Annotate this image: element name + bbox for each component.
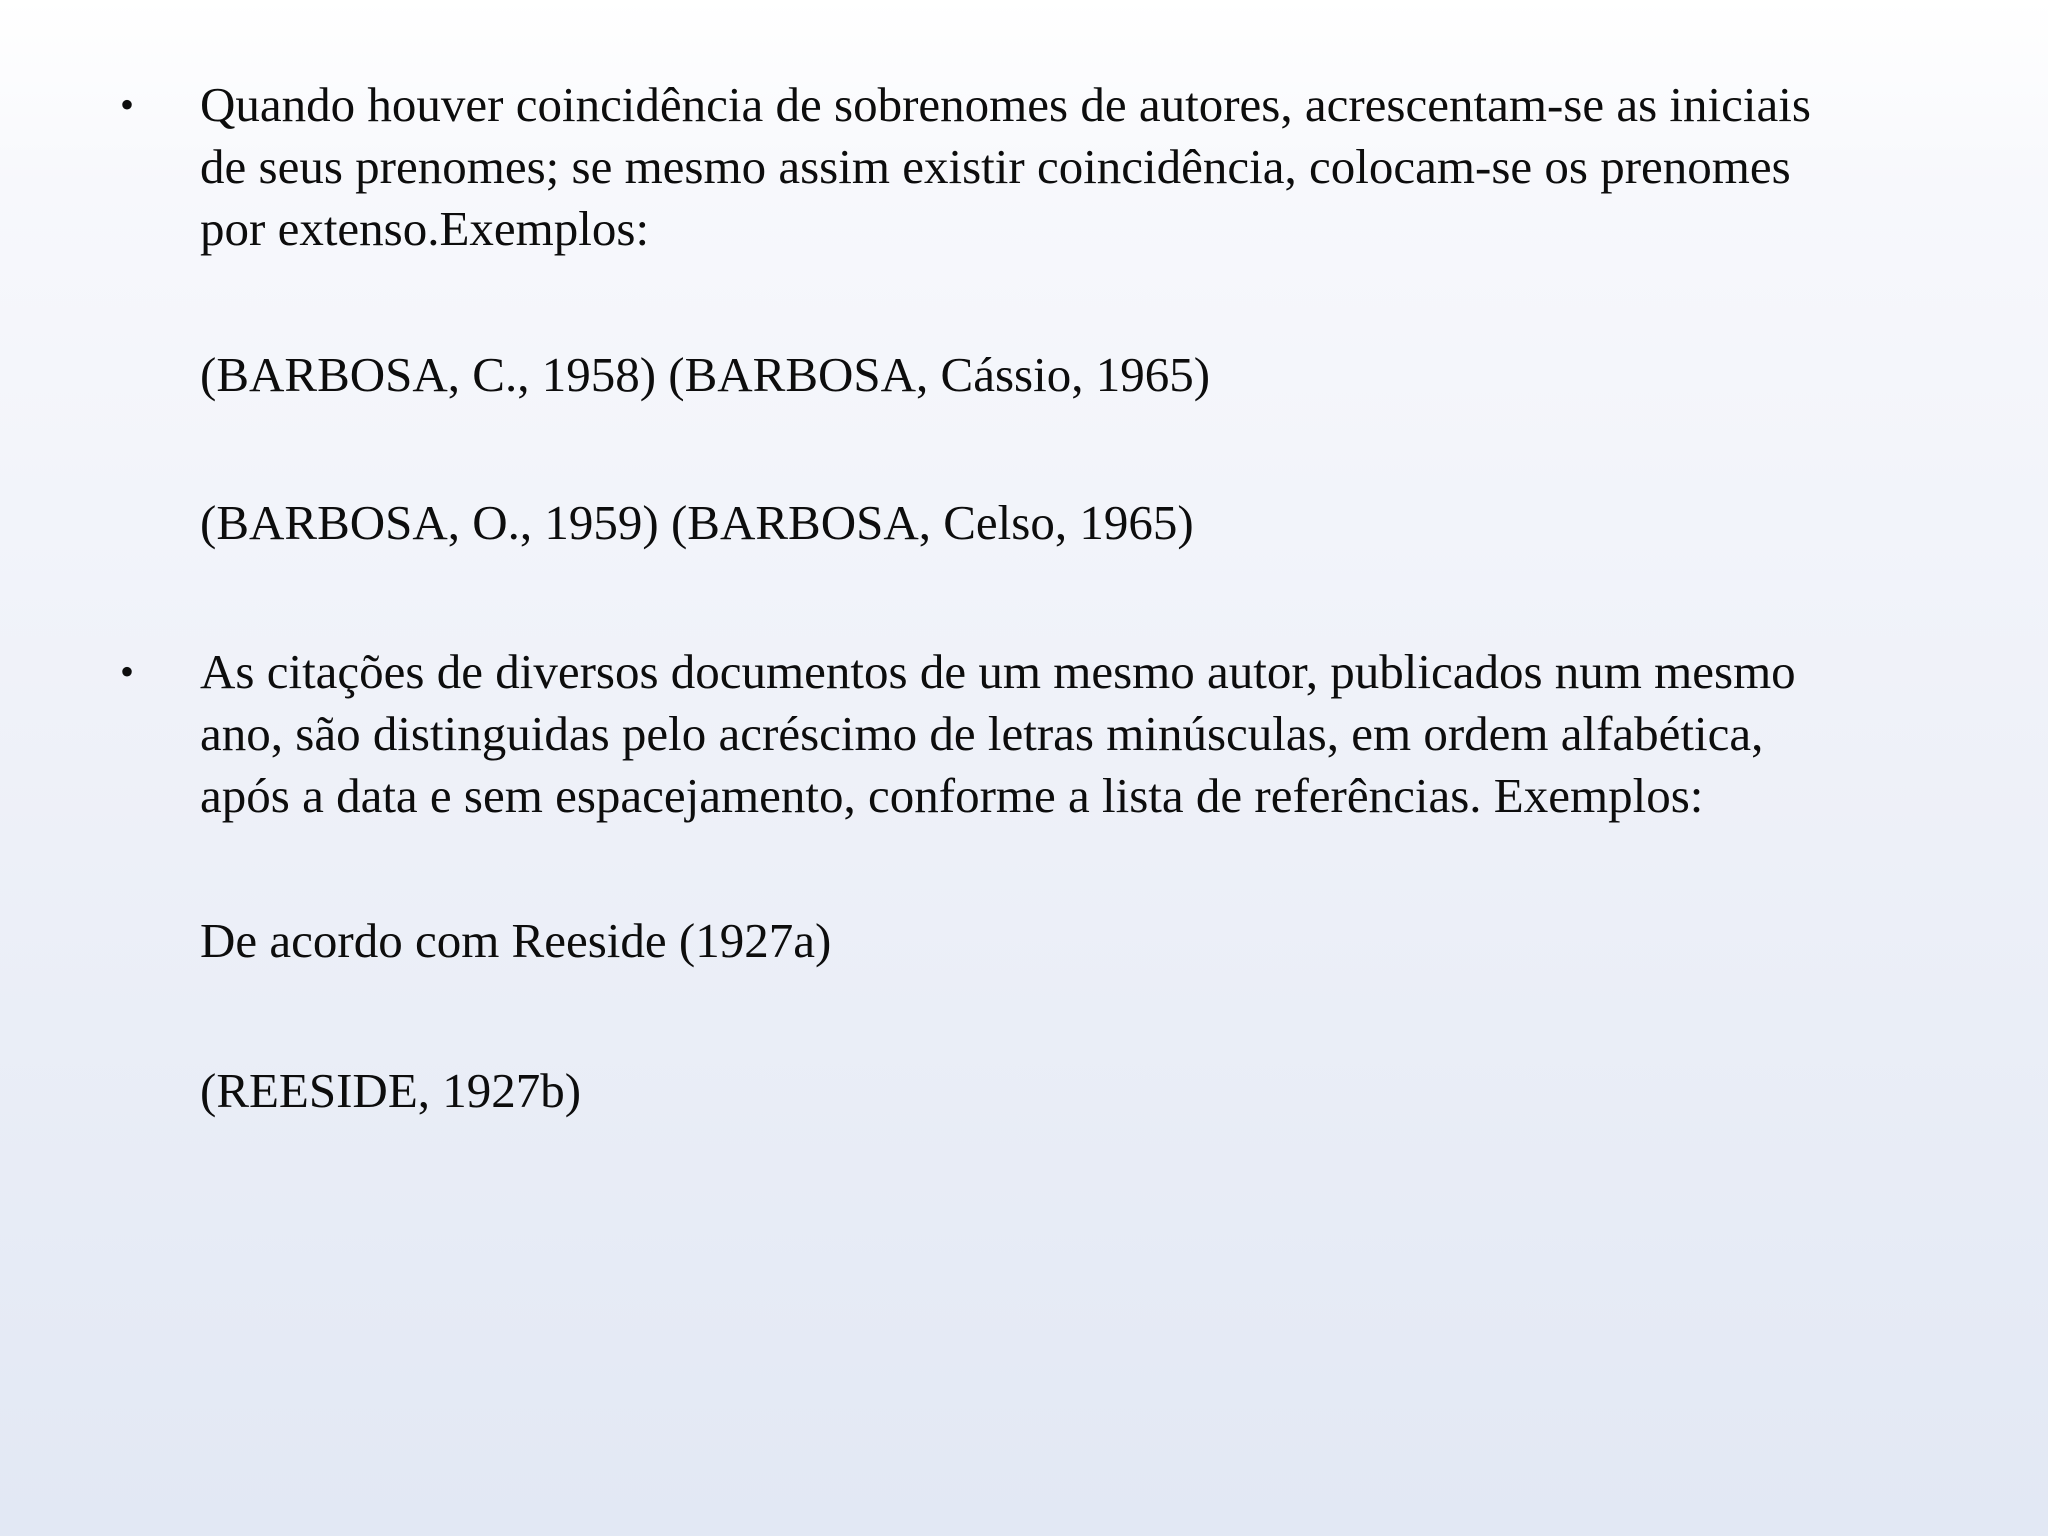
example-citation-4: (REESIDE, 1927b) [200,1063,582,1118]
example-citation-3: De acordo com Reeside (1927a) [200,913,832,968]
example-citation-2: (BARBOSA, O., 1959) (BARBOSA, Celso, 1965) [200,495,1194,550]
bullet-text-1 [200,74,1900,260]
bullet-1-line-1: Quando houver coincidência de sobrenomes de autores, acrescentam-se as iniciais [200,77,1811,132]
bullet-item-1 [120,74,1900,260]
bullet-marker: • [120,649,135,694]
bullet-marker: • [120,82,135,127]
bullet-2-line-1: As citações de diversos documentos de um mesmo autor, publicados num mesmo [200,644,1796,699]
bullet-item-2 [120,641,1900,827]
bullet-2-line-2: ano, são distinguidas pelo acréscimo de letras minúsculas, em ordem alfabética, [200,706,1764,761]
example-citation-1: (BARBOSA, C., 1958) (BARBOSA, Cássio, 1965) [200,347,1211,402]
bullet-2-line-3: após a data e sem espacejamento, conforme a lista de referências. Exemplos: [200,768,1704,823]
bullet-1-line-3: por extenso.Exemplos: [200,201,650,256]
bullet-text-2 [200,641,1900,827]
bullet-1-line-2: de seus prenomes; se mesmo assim existir coincidência, colocam-se os prenomes [200,139,1791,194]
